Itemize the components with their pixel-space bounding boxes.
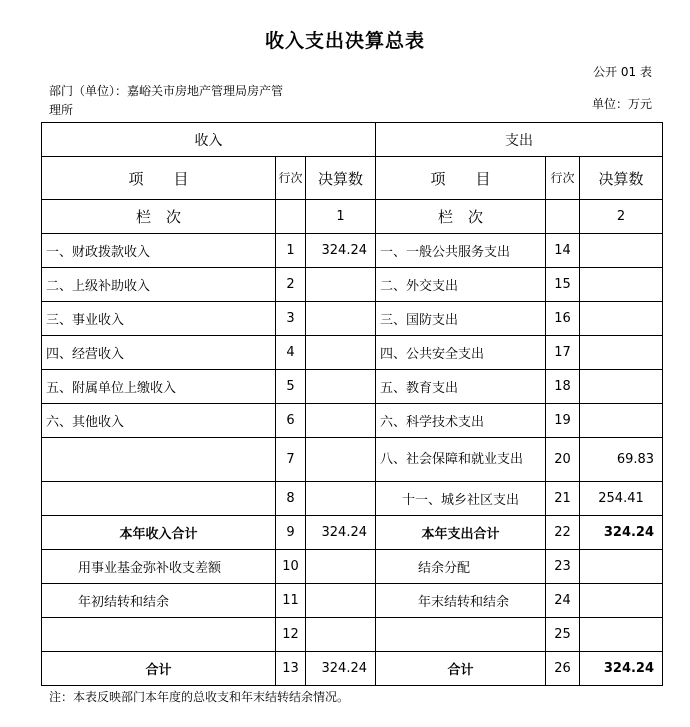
table-row <box>42 652 663 686</box>
income-amount <box>306 404 376 438</box>
table-row <box>42 370 663 404</box>
income-item: 六、其他收入 <box>42 404 276 438</box>
income-line: 7 <box>276 438 306 482</box>
expense-line: 17 <box>546 336 580 370</box>
expense-line: 25 <box>546 618 580 652</box>
income-line: 4 <box>276 336 306 370</box>
expense-line: 20 <box>546 438 580 482</box>
income-line: 10 <box>276 550 306 584</box>
expense-line: 21 <box>546 482 580 516</box>
section-expense: 支出 <box>376 123 663 157</box>
income-line: 12 <box>276 618 306 652</box>
expense-line: 14 <box>546 234 580 268</box>
expense-amount: 324.24 <box>580 652 663 686</box>
expense-line-header: 行次 <box>546 157 580 200</box>
table-row <box>42 404 663 438</box>
income-line-header: 行次 <box>276 157 306 200</box>
table-row <box>42 482 663 516</box>
report-title: 收入支出决算总表 <box>264 30 425 52</box>
expense-amount <box>580 370 663 404</box>
income-item-header: 项 目 <box>42 157 276 200</box>
empty-cell <box>276 200 306 234</box>
income-line: 1 <box>276 234 306 268</box>
expense-item: 一、一般公共服务支出 <box>376 234 546 268</box>
income-item <box>42 618 276 652</box>
table-row <box>42 336 663 370</box>
income-amount <box>306 438 376 482</box>
income-line: 11 <box>276 584 306 618</box>
table-row <box>42 438 663 482</box>
expense-item: 五、教育支出 <box>376 370 546 404</box>
income-amount <box>306 618 376 652</box>
income-amount-header: 决算数 <box>306 157 376 200</box>
expense-amount-header: 决算数 <box>580 157 663 200</box>
expense-amount <box>580 550 663 584</box>
income-row-label: 栏 次 <box>42 200 276 234</box>
expense-item-header: 项 目 <box>376 157 546 200</box>
footnote: 注：本表反映部门本年度的总收支和年末结转结余情况。 <box>49 690 350 704</box>
expense-item: 结余分配 <box>376 550 546 584</box>
income-item <box>42 482 276 516</box>
income-amount <box>306 550 376 584</box>
expense-item: 四、公共安全支出 <box>376 336 546 370</box>
table-row <box>42 584 663 618</box>
expense-item: 十一、城乡社区支出 <box>376 482 546 516</box>
table-row <box>42 516 663 550</box>
expense-amount: 324.24 <box>580 516 663 550</box>
expense-amount: 254.41 <box>580 482 663 516</box>
form-number: 公开 01 表 <box>593 65 652 79</box>
expense-line: 23 <box>546 550 580 584</box>
expense-amount <box>580 404 663 438</box>
expense-item: 合计 <box>376 652 546 686</box>
income-line: 6 <box>276 404 306 438</box>
expense-item: 二、外交支出 <box>376 268 546 302</box>
expense-item: 三、国防支出 <box>376 302 546 336</box>
income-item: 二、上级补助收入 <box>42 268 276 302</box>
income-line: 9 <box>276 516 306 550</box>
expense-col-number: 2 <box>580 200 663 234</box>
income-line: 3 <box>276 302 306 336</box>
income-item: 年初结转和结余 <box>42 584 276 618</box>
empty-cell <box>546 200 580 234</box>
expense-line: 18 <box>546 370 580 404</box>
income-amount <box>306 482 376 516</box>
income-item: 四、经营收入 <box>42 336 276 370</box>
expense-item: 六、科学技术支出 <box>376 404 546 438</box>
income-item: 五、附属单位上缴收入 <box>42 370 276 404</box>
expense-amount <box>580 618 663 652</box>
income-line: 2 <box>276 268 306 302</box>
summary-table <box>41 122 663 686</box>
expense-item: 年末结转和结余 <box>376 584 546 618</box>
income-item: 三、事业收入 <box>42 302 276 336</box>
expense-line: 16 <box>546 302 580 336</box>
income-amount <box>306 268 376 302</box>
income-col-number: 1 <box>306 200 376 234</box>
expense-amount <box>580 302 663 336</box>
table-row <box>42 302 663 336</box>
expense-line: 22 <box>546 516 580 550</box>
income-amount: 324.24 <box>306 516 376 550</box>
column-index-row <box>42 200 663 234</box>
expense-amount <box>580 268 663 302</box>
income-amount: 324.24 <box>306 652 376 686</box>
expense-line: 19 <box>546 404 580 438</box>
section-income: 收入 <box>42 123 376 157</box>
table-row <box>42 268 663 302</box>
section-header-row <box>42 123 663 157</box>
expense-amount: 69.83 <box>580 438 663 482</box>
expense-amount <box>580 584 663 618</box>
unit-label: 单位：万元 <box>591 97 652 111</box>
expense-line: 26 <box>546 652 580 686</box>
income-amount <box>306 336 376 370</box>
income-item: 合计 <box>42 652 276 686</box>
income-item: 本年收入合计 <box>42 516 276 550</box>
department-label: 部门（单位）：嘉峪关市房地产管理局房产管理所 <box>49 84 284 117</box>
expense-amount <box>580 336 663 370</box>
income-amount <box>306 370 376 404</box>
income-line: 13 <box>276 652 306 686</box>
expense-line: 15 <box>546 268 580 302</box>
table-row <box>42 234 663 268</box>
income-amount: 324.24 <box>306 234 376 268</box>
expense-item: 本年支出合计 <box>376 516 546 550</box>
expense-line: 24 <box>546 584 580 618</box>
expense-amount <box>580 234 663 268</box>
income-item: 用事业基金弥补收支差额 <box>42 550 276 584</box>
income-line: 5 <box>276 370 306 404</box>
expense-item: 八、社会保障和就业支出 <box>376 438 546 482</box>
column-header-row <box>42 157 663 200</box>
income-item: 一、财政拨款收入 <box>42 234 276 268</box>
table-row <box>42 618 663 652</box>
income-line: 8 <box>276 482 306 516</box>
income-amount <box>306 584 376 618</box>
expense-row-label: 栏 次 <box>376 200 546 234</box>
table-row <box>42 550 663 584</box>
income-item <box>42 438 276 482</box>
expense-item <box>376 618 546 652</box>
income-amount <box>306 302 376 336</box>
